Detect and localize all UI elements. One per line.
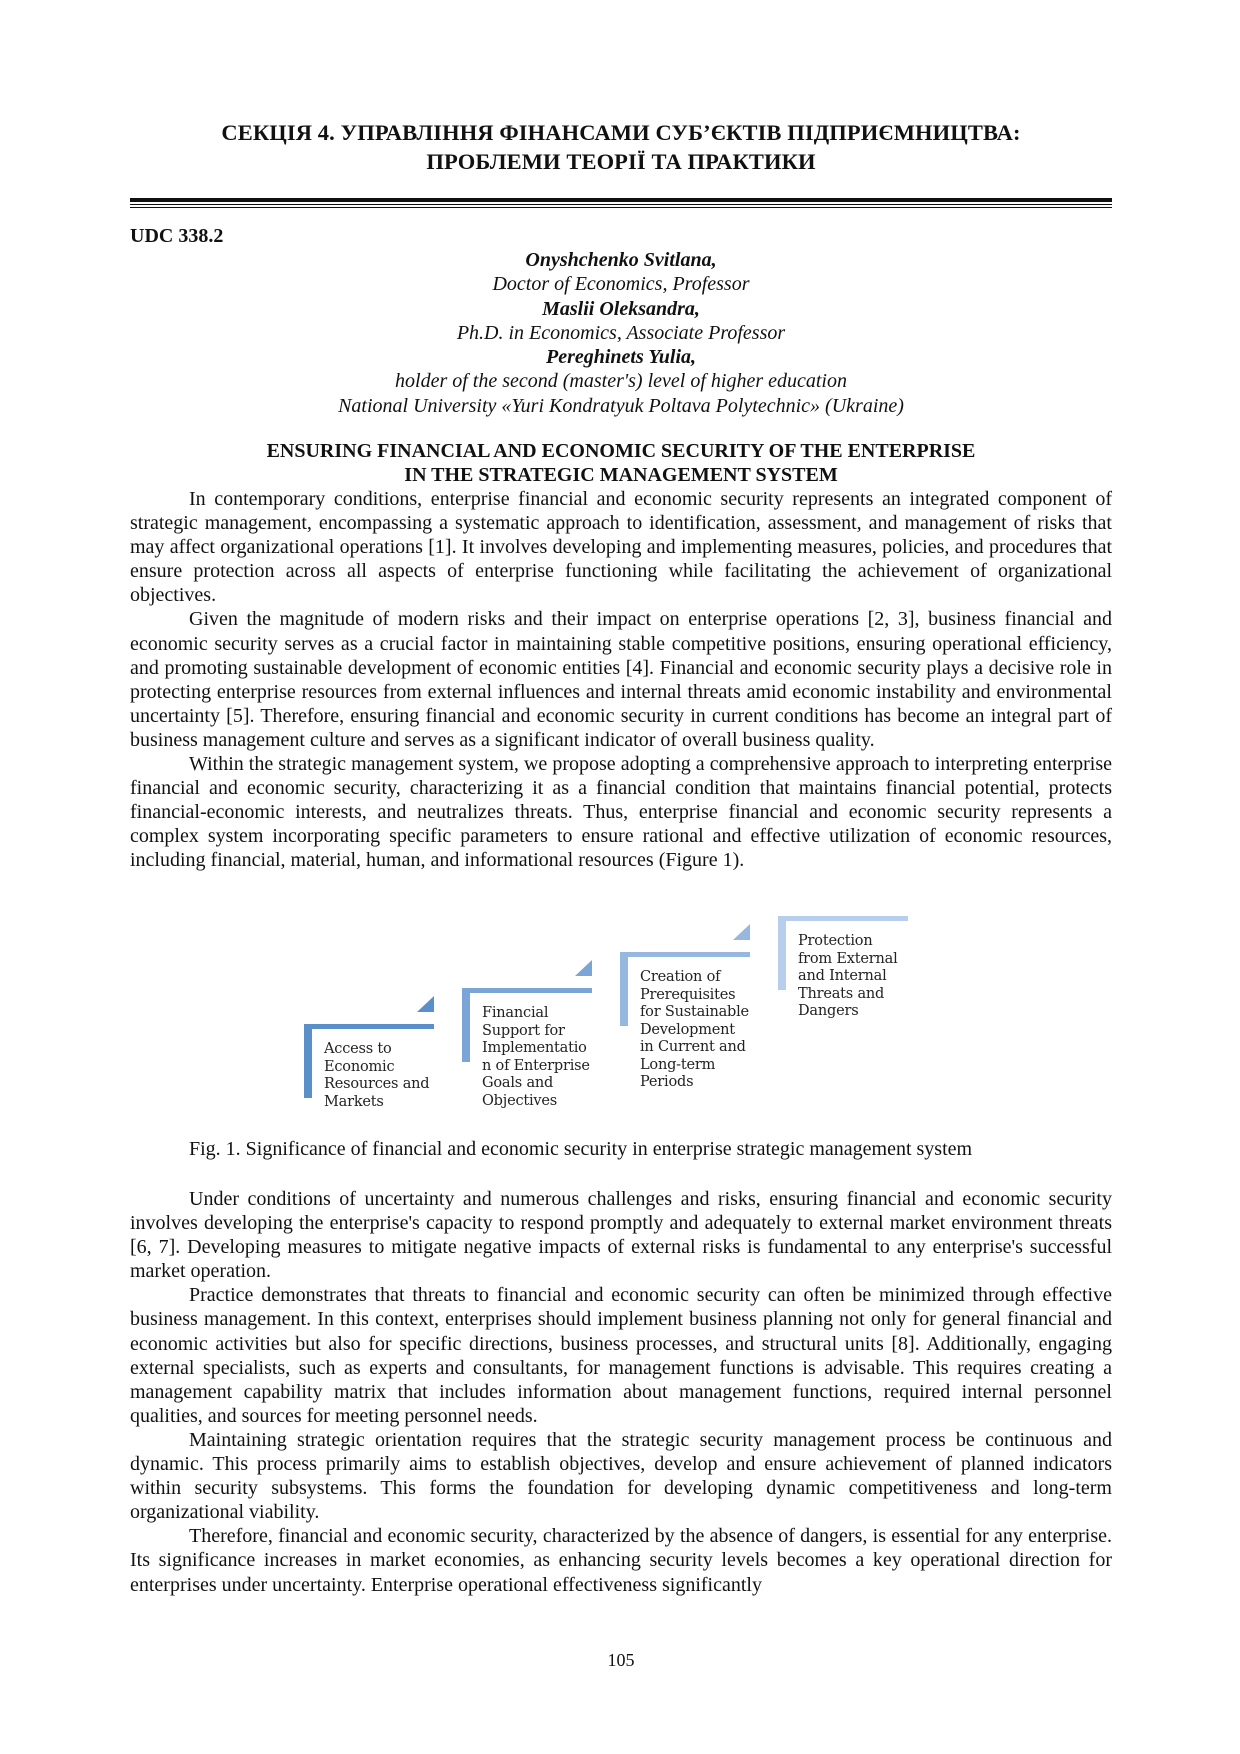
article-title [130,439,1112,487]
article-title-line-2: IN THE STRATEGIC MANAGEMENT SYSTEM [404,464,838,486]
author-name: Pereghinets Yulia, [545,346,697,369]
figure-caption: Fig. 1. Significance of financial and economic security in enterprise strategic management system [189,1138,973,1160]
section-heading-line-2: ПРОБЛЕМИ ТЕОРІЇ ТА ПРАКТИКИ [426,149,816,174]
step-1-arrow [417,996,434,1012]
step-label-line: Long-term [640,1056,716,1073]
step-label-line: Periods [640,1074,694,1090]
step-label-line: from External [798,950,898,967]
body-text-before-figure [130,487,1112,873]
step-label-line: Economic [324,1058,395,1075]
step-label-line: Protection [798,933,873,949]
paragraph: Within the strategic management system, we propose adopting a comprehensive approach to interpreting enterprise financial and economic security, characterizing it as a financial condition that maintains financial potential, protects financial-economic interests, and neutralizes threats. Thus, enterprise financial and economic security represents a complex system incorporating specific parameters to ensure rational and effective utilization of economic resources, including financial, material, human, and informational resources (Figure 1). [130,753,1112,872]
paragraph: Therefore, financial and economic security, characterized by the absence of dangers, is essential for any enterprise. Its significance increases in market economies, as enhancing security levels becomes a key operational direction for enterprises under uncertainty. Enterprise operational effectiveness significantly [130,1525,1112,1596]
step-label-line: and Internal [798,968,887,984]
paragraph: In contemporary conditions, enterprise financial and economic security represents an integrated component of strategic management, encompassing a systematic approach to identification, assessment, and management of risks that may affect organizational operations [1]. It involves developing and implementing measures, policies, and procedures that ensure protection across all aspects of enterprise functioning while facilitating the achievement of organizational objectives. [130,488,1112,607]
author-name: Maslii Oleksandra, [542,297,700,320]
step-label-line: Support for [482,1022,565,1039]
author-affiliation: National University «Yuri Kondratyuk Poltava Polytechnic» (Ukraine) [338,394,904,417]
step-label-line: Financial [482,1005,549,1021]
step-label-line: for Sustainable [640,1004,749,1020]
header-rule-thin [130,207,1112,208]
step-label-line: Goals and [482,1075,554,1091]
paragraph: Under conditions of uncertainty and numerous challenges and risks, ensuring financial and economic security involves developing the enterprise's capacity to respond promptly and adequately to external market environment threats [6, 7]. Developing measures to mitigate negative impacts of external risks is fundamental to any enterprise's successful market operation. [130,1188,1112,1283]
step-3-arrow [733,924,750,940]
step-label-line: Prerequisites [640,986,736,1003]
step-label-line: in Current and [640,1039,746,1055]
article-title-line-1: ENSURING FINANCIAL AND ECONOMIC SECURITY OF THE ENTERPRISE [266,440,976,462]
step-label-line: Markets [324,1093,384,1110]
author-name: Onyshchenko Svitlana, [525,249,717,271]
figure-1-staircase-diagram [304,916,944,1131]
step-label-line: n of Enterprise [482,1057,590,1074]
paragraph: Given the magnitude of modern risks and their impact on enterprise operations [2, 3], business financial and economic security serves as a crucial factor in maintaining stable competitive positions, ensuring operational efficiency, and promoting sustainable development of economic entities [4]. Financial and economic security plays a decisive role in protecting enterprise resources from external influences and internal threats amid economic instability and environmental uncertainty [5]. Therefore, ensuring financial and economic security in current conditions has become an integral part of business management culture and serves as a significant indicator of overall business quality. [130,608,1112,751]
step-2-label [482,1005,590,1110]
step-label-line: Objectives [482,1092,558,1109]
step-label-line: Development [640,1021,735,1038]
author-role: Doctor of Economics, Professor [492,273,750,296]
page-number: 105 [607,1650,635,1670]
step-2-arrow [575,960,592,976]
section-heading [130,118,1112,176]
step-1-label [324,1041,429,1111]
step-3-label [640,969,749,1092]
step-label-line: Implementatio [482,1040,587,1056]
section-heading-line-1: СЕКЦІЯ 4. УПРАВЛІННЯ ФІНАНСАМИ СУБ’ЄКТІВ ПІДПРИЄМНИЦТВА: [221,120,1021,145]
step-label-line: Resources and [324,1076,430,1092]
header-rule-thick [130,198,1112,202]
author-block [130,248,1112,418]
paragraph: Practice demonstrates that threats to financial and economic security can often be minimized through effective business management. In this context, enterprises should implement business planning not only for general financial and economic activities but also for specific directions, business processes, and structural units [8]. Additionally, engaging external specialists, such as experts and consultants, for management functions is advisable. This requires creating a management capability matrix that includes information about management functions, required internal personnel qualities, and sources for meeting personnel needs. [130,1284,1112,1427]
journal-page [130,0,1112,1754]
step-label-line: Dangers [798,1003,859,1019]
step-label-line: Access to [324,1041,392,1057]
step-4-label [798,933,898,1021]
body-text-after-figure [130,1187,1112,1597]
author-role: Ph.D. in Economics, Associate Professor [456,321,786,344]
header-rule-thin [130,204,1112,205]
author-role: holder of the second (master's) level of higher education [395,370,847,393]
step-label-line: Creation of [640,969,721,985]
step-label-line: Threats and [798,985,885,1002]
udc-code: UDC 338.2 [130,225,224,247]
paragraph: Maintaining strategic orientation requires that the strategic security management process be continuous and dynamic. This process primarily aims to establish objectives, develop and ensure achievement of planned indicators within security subsystems. This forms the foundation for developing dynamic competitiveness and long-term organizational viability. [130,1428,1112,1524]
